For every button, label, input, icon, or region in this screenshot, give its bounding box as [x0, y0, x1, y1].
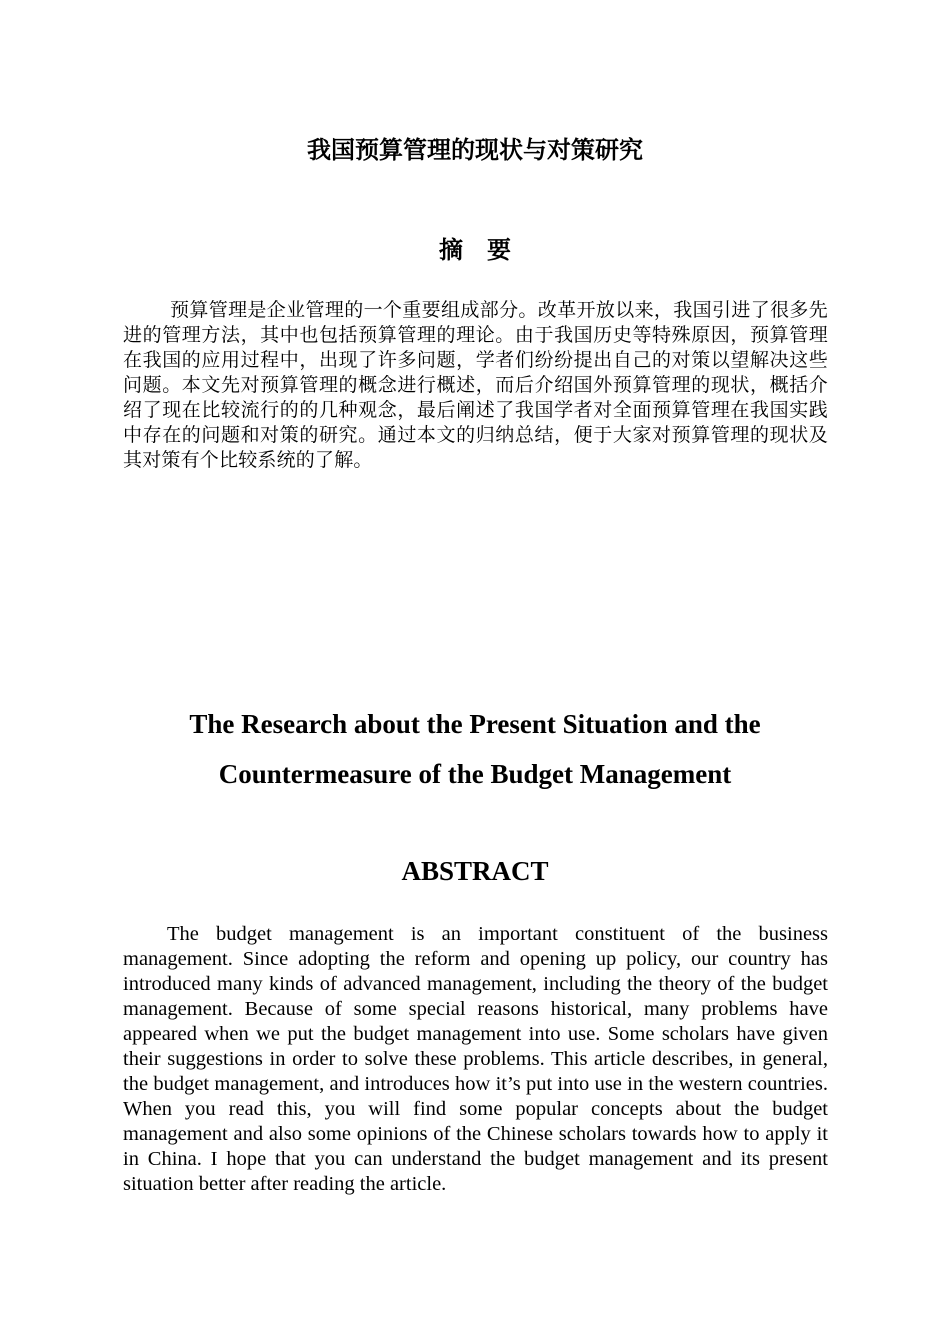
english-abstract-heading: ABSTRACT [401, 856, 549, 886]
chinese-title: 我国预算管理的现状与对策研究 [307, 136, 643, 164]
english-abstract-body: The budget management is an important constituent of the business management. Since adopting the reform and opening up policy, our country has introduced many kinds of advanced management, including the theory of the budget management. Because of some special reasons historical, many problems have appeared when we put the budget management into use. Some scholars have given their suggestions in order to solve these problems. This article describes, in general, the budget management, and introduces how it’s put into use in the western countries. When you read this, you will find some popular concepts about the budget management and also some opinions of the Chinese scholars towards how to apply it in China. I hope that you can understand the budget management and its present situation better after reading the article. [123, 923, 828, 1195]
chinese-abstract-body: 预算管理是企业管理的一个重要组成部分。改革开放以来，我国引进了很多先进的管理方法，其中也包括预算管理的理论。由于我国历史等特殊原因，预算管理在我国的应用过程中，出现了许多问题，学者们纷纷提出自己的对策以望解决这些问题。本文先对预算管理的概念进行概述，而后介绍国外预算管理的现状，概括介绍了现在比较流行的的几种观念，最后阐述了我国学者对全面预算管理在我国实践中存在的问题和对策的研究。通过本文的归纳总结，便于大家对预算管理的现状及其对策有个比较系统的了解。 [123, 299, 828, 471]
english-title [100, 699, 850, 799]
english-title-line-1: The Research about the Present Situation and the [189, 709, 761, 739]
chinese-abstract-heading: 摘要 [439, 236, 535, 264]
english-title-line-2: Countermeasure of the Budget Management [218, 759, 732, 789]
